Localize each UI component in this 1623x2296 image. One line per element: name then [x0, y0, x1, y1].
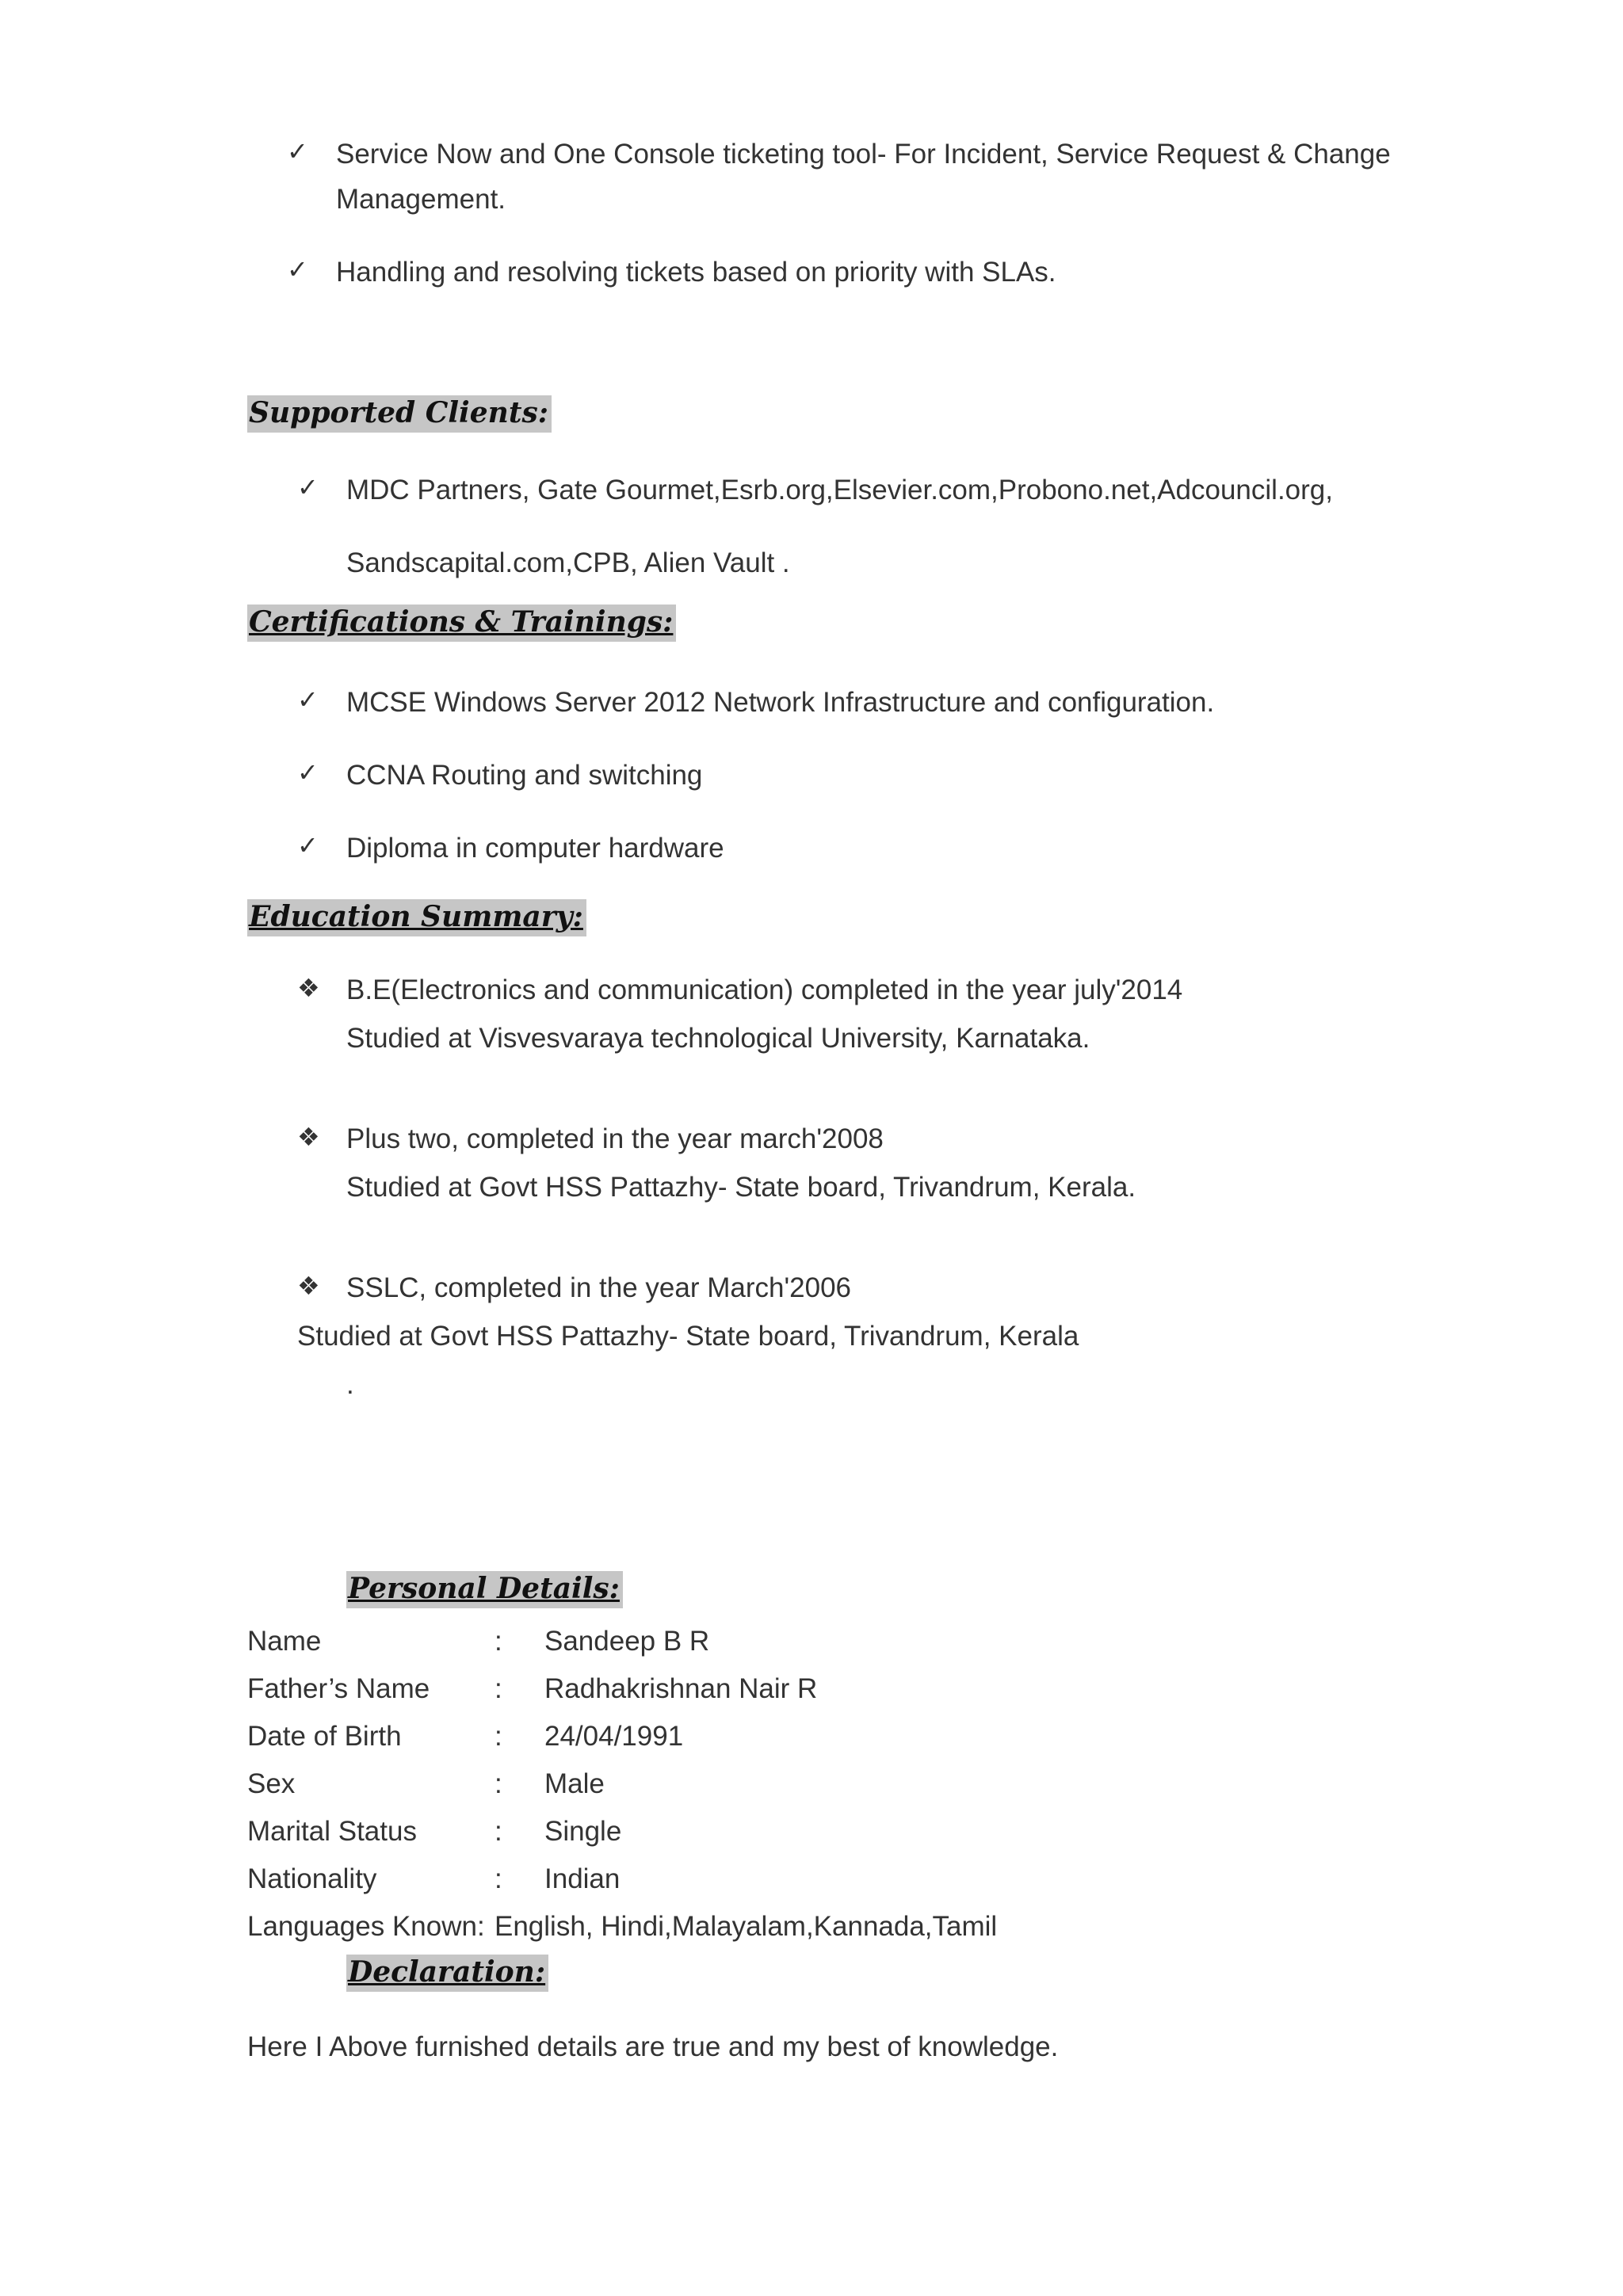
- detail-separator: :: [495, 1673, 502, 1704]
- checkmark-icon: ✓: [297, 830, 319, 860]
- checkmark-icon: ✓: [297, 472, 319, 502]
- checkmark-icon: ✓: [287, 254, 308, 284]
- diamond-bullet-icon: ❖: [297, 973, 320, 1003]
- detail-value: Sandeep B R: [544, 1626, 710, 1657]
- bullet-text: Handling and resolving tickets based on priority with SLAs.: [336, 257, 1056, 288]
- education-institution: Studied at Visvesvaraya technological University, Karnataka.: [346, 1023, 1090, 1054]
- declaration-text: Here I Above furnished details are true and my best of knowledge.: [247, 2031, 1059, 2062]
- detail-label: Date of Birth: [247, 1721, 402, 1752]
- certification-item: Diploma in computer hardware: [346, 833, 724, 864]
- supported-clients-heading: Supported Clients:: [247, 395, 552, 433]
- checkmark-icon: ✓: [297, 757, 319, 788]
- diamond-bullet-icon: ❖: [297, 1122, 320, 1152]
- certification-item: CCNA Routing and switching: [346, 760, 703, 791]
- detail-separator: :: [495, 1816, 502, 1847]
- detail-separator: :: [495, 1626, 502, 1657]
- detail-label: Name: [247, 1626, 322, 1657]
- detail-separator: :: [495, 1768, 502, 1799]
- education-degree: SSLC, completed in the year March'2006: [346, 1272, 852, 1303]
- detail-value: Radhakrishnan Nair R: [544, 1673, 818, 1704]
- education-degree: B.E(Electronics and communication) completed in the year july'2014: [346, 974, 1183, 1005]
- checkmark-icon: ✓: [287, 136, 308, 166]
- education-institution: Studied at Govt HSS Pattazhy- State board, Trivandrum, Kerala.: [346, 1172, 1136, 1203]
- detail-value: Male: [544, 1768, 605, 1799]
- languages-value: English, Hindi,Malayalam,Kannada,Tamil: [495, 1911, 998, 1942]
- detail-value: Indian: [544, 1863, 621, 1894]
- detail-separator: :: [495, 1863, 502, 1894]
- diamond-bullet-icon: ❖: [297, 1271, 320, 1301]
- detail-label: Marital Status: [247, 1816, 417, 1847]
- detail-label: Father’s Name: [247, 1673, 430, 1704]
- clients-line: MDC Partners, Gate Gourmet,Esrb.org,Elsevier.com,Probono.net,Adcouncil.org,: [346, 475, 1333, 505]
- checkmark-icon: ✓: [297, 685, 319, 715]
- bullet-text: Service Now and One Console ticketing tool- For Incident, Service Request & Change: [336, 139, 1391, 170]
- detail-value: 24/04/1991: [544, 1721, 684, 1752]
- detail-value: Single: [544, 1816, 622, 1847]
- languages-label: Languages Known:: [247, 1911, 485, 1942]
- clients-line-continued: Sandscapital.com,CPB, Alien Vault .: [346, 547, 790, 578]
- detail-label: Nationality: [247, 1863, 377, 1894]
- personal-details-heading: Personal Details:: [346, 1571, 623, 1608]
- education-degree: Plus two, completed in the year march'2008: [346, 1123, 884, 1154]
- certification-item: MCSE Windows Server 2012 Network Infrastructure and configuration.: [346, 687, 1215, 718]
- detail-label: Sex: [247, 1768, 296, 1799]
- detail-separator: :: [495, 1721, 502, 1752]
- declaration-heading: Declaration:: [346, 1955, 548, 1992]
- bullet-text-continued: Management.: [336, 184, 506, 215]
- education-heading: Education Summary:: [247, 899, 586, 936]
- education-institution: Studied at Govt HSS Pattazhy- State board, Trivandrum, Kerala: [297, 1321, 1079, 1352]
- stray-period: .: [346, 1369, 354, 1400]
- certifications-heading: Certifications & Trainings:: [247, 605, 676, 642]
